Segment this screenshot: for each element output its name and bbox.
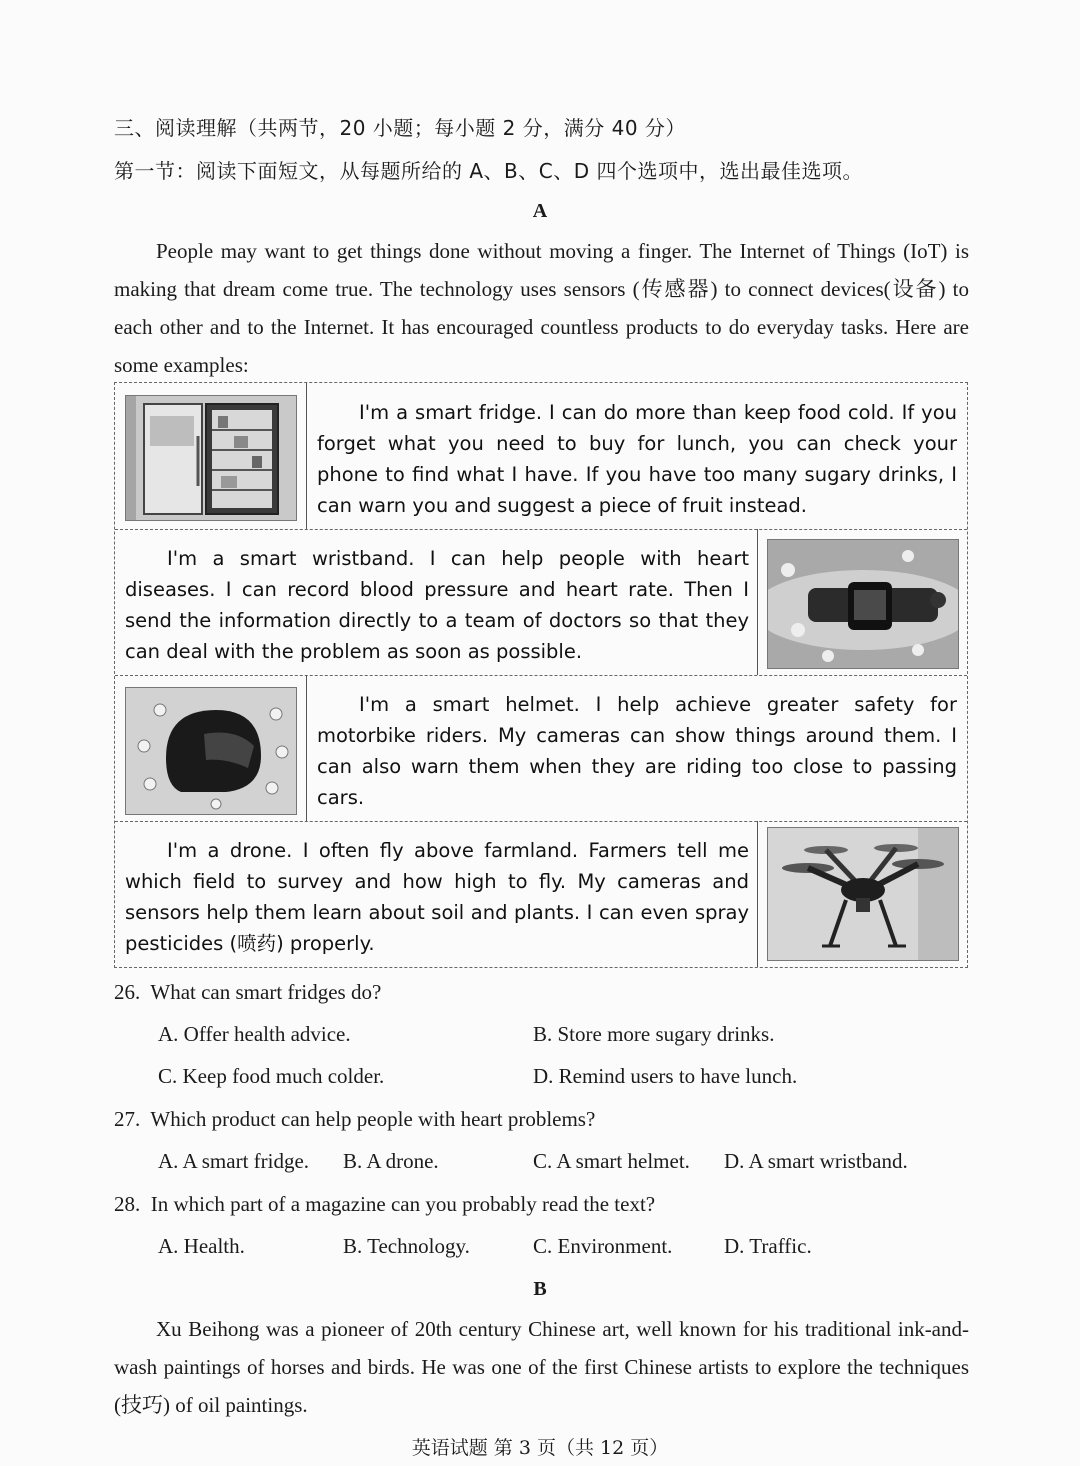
part-instruction: 第一节：阅读下面短文，从每题所给的 A、B、C、D 四个选项中，选出最佳选项。 (114, 159, 863, 183)
q28-option-a: A. Health. (158, 1234, 245, 1258)
q26-option-c: C. Keep food much colder. (158, 1064, 385, 1088)
question-stem: In which part of a magazine can you probably read the text? (150, 1192, 656, 1216)
wristband-text-content: I'm a smart wristband. I can help people with heart diseases. I can record blood pressure and heart rate. Then I send the information directly to a team of doctors so that they can deal with the problem as soon as possible. (125, 547, 749, 663)
section-title: 三、阅读理解（共两节，20 小题；每小题 2 分，满分 40 分） (114, 116, 686, 140)
q28-option-b: B. Technology. (343, 1234, 470, 1258)
question-number: 27. (114, 1107, 141, 1131)
question-28 (114, 1192, 655, 1217)
fridge-text (317, 397, 957, 521)
q26-option-b: B. Store more sugary drinks. (533, 1022, 775, 1046)
drone-photo (767, 827, 959, 961)
question-stem: Which product can help people with heart problems? (150, 1107, 596, 1131)
question-26 (114, 980, 381, 1005)
q28-option-c: C. Environment. (533, 1234, 673, 1258)
passage-a-intro (114, 232, 969, 384)
drone-text-content: I'm a drone. I often fly above farmland. Farmers tell me which field to survey and how high to fly. My cameras and sensors help them learn about soil and plants. I can even spray pesticides (喷药) properly. (125, 839, 749, 955)
helmet-text (317, 689, 957, 813)
passage-a-letter: A (532, 200, 548, 222)
wristband-photo (767, 539, 959, 669)
fridge-photo (125, 395, 297, 521)
helmet-text-content: I'm a smart helmet. I help achieve greater safety for motorbike riders. My cameras can show things around them. I can also warn them when they are riding too close to passing cars. (317, 693, 957, 809)
q28-option-d: D. Traffic. (724, 1234, 812, 1258)
product-row-fridge (115, 383, 967, 530)
fridge-text-content: I'm a smart fridge. I can do more than keep food cold. If you forget what you need to buy for lunch, you can check your phone to find what I have. If you have too many sugary drinks, I can warn you and suggest a piece of fruit instead. (317, 401, 957, 517)
wristband-text (125, 543, 749, 667)
drone-text (125, 835, 749, 959)
product-row-helmet (115, 675, 967, 822)
q27-option-c: C. A smart helmet. (533, 1149, 690, 1173)
question-number: 26. (114, 980, 141, 1004)
question-number: 28. (114, 1192, 141, 1216)
product-row-wristband (115, 529, 967, 676)
q27-option-b: B. A drone. (343, 1149, 439, 1173)
passage-a-intro-text: People may want to get things done without moving a finger. The Internet of Things (IoT) is making that dream come true. The technology uses sensors (传感器) to connect devices(设备) to each other and to the Internet. It has encouraged countless products to do everyday tasks. Here are some examples: (114, 239, 969, 377)
q26-option-d: D. Remind users to have lunch. (533, 1064, 798, 1088)
passage-b-text-content: Xu Beihong was a pioneer of 20th century Chinese art, well known for his traditional ink-and-wash paintings of horses and birds. He was one of the first Chinese artists to explore the techniques (技巧) of oil paintings. (114, 1317, 969, 1417)
q27-option-d: D. A smart wristband. (724, 1149, 908, 1173)
passage-b-text (114, 1310, 969, 1424)
q27-option-a: A. A smart fridge. (158, 1149, 310, 1173)
question-stem: What can smart fridges do? (150, 980, 382, 1004)
passage-b-letter: B (533, 1278, 547, 1300)
products-table (114, 382, 968, 968)
helmet-photo (125, 687, 297, 815)
page-footer: 英语试题 第 3 页（共 12 页） (411, 1437, 669, 1459)
question-27 (114, 1107, 595, 1132)
q26-option-a: A. Offer health advice. (158, 1022, 351, 1046)
product-row-drone (115, 821, 967, 967)
